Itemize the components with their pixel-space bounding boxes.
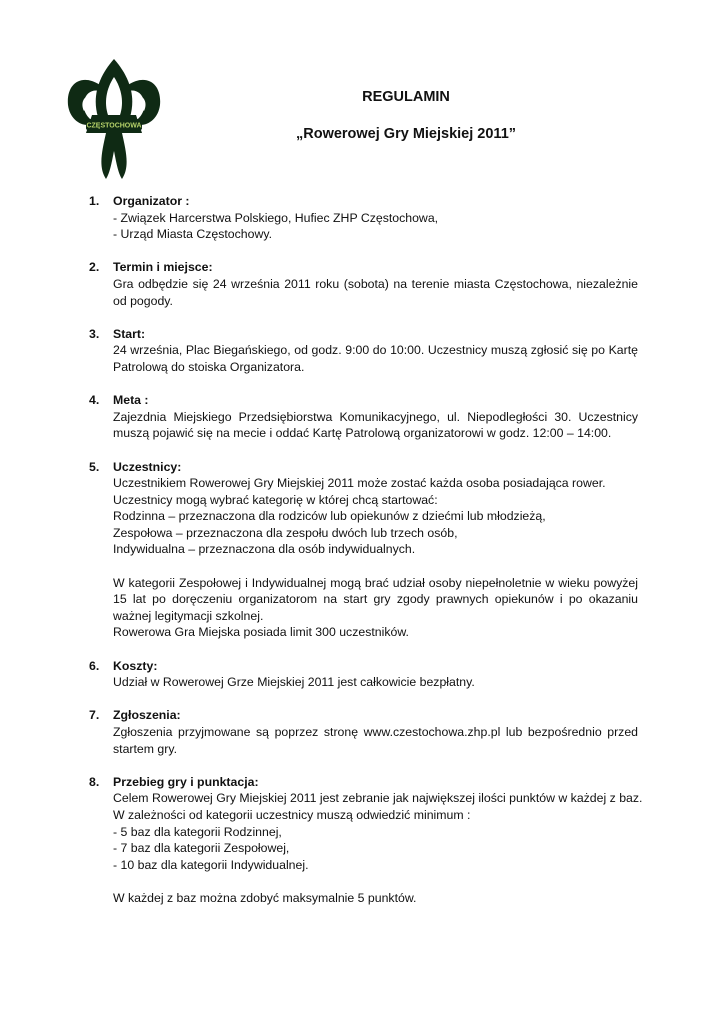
spacer — [113, 558, 638, 575]
scout-lily-logo — [62, 55, 166, 183]
section-costs — [82, 658, 638, 691]
section-line: W zależności od kategorii uczestnicy muszą odwiedzić minimum : — [113, 807, 471, 822]
section-line: - Związek Harcerstwa Polskiego, Hufiec ZHP Częstochowa, — [113, 210, 439, 225]
section-finish — [82, 392, 638, 442]
section-number: 8. — [89, 774, 100, 789]
section-number: 7. — [89, 708, 100, 723]
section-line: Uczestnicy mogą wybrać kategorię w której chcą startować: — [113, 492, 438, 507]
section-line: Celem Rowerowej Gry Miejskiej 2011 jest zebranie jak największej ilości punktów w każdej z baz. — [113, 791, 643, 806]
section-organizer — [82, 193, 638, 243]
section-paragraph: Zajezdnia Miejskiego Przedsiębiorstwa Komunikacyjnego, ul. Niepodległości 30. Uczestnicy muszą pojawić się na mecie i oddać Kartę Patrolową organizatorowi w godz. 12:00 – 14:00. — [113, 409, 638, 441]
section-number: 3. — [89, 326, 100, 341]
document-subtitle: „Rowerowej Gry Miejskiej 2011” — [295, 126, 517, 142]
section-paragraph: Zgłoszenia przyjmowane są poprzez stronę www.czestochowa.zhp.pl lub bezpośrednio przed startem gry. — [113, 725, 638, 756]
section-number: 1. — [89, 194, 100, 208]
section-line: - 7 baz dla kategorii Zespołowej, — [113, 841, 290, 856]
logo-text: CZĘSTOCHOWA — [86, 122, 142, 130]
document-title: REGULAMIN — [362, 89, 450, 105]
section-line: Rowerowa Gra Miejska posiada limit 300 uczestników. — [113, 625, 409, 640]
section-paragraph: Uczestnikiem Rowerowej Gry Miejskiej 2011 może zostać każda osoba posiadająca rower. — [113, 476, 606, 491]
section-number: 2. — [89, 260, 100, 275]
section-number: 6. — [89, 658, 100, 673]
section-date-place — [82, 259, 638, 309]
section-line: - 5 baz dla kategorii Rodzinnej, — [113, 824, 282, 839]
section-line: Udział w Rowerowej Grze Miejskiej 2011 jest całkowicie bezpłatny. — [113, 675, 475, 690]
section-heading: Przebieg gry i punktacja: — [113, 774, 259, 789]
scout-lily-icon — [62, 55, 166, 183]
section-line: - Urząd Miasta Częstochowy. — [113, 227, 272, 242]
section-heading: Termin i miejsce: — [113, 260, 213, 275]
section-registration — [82, 707, 638, 757]
section-heading: Uczestnicy: — [113, 459, 182, 474]
section-line: Zespołowa – przeznaczona dla zespołu dwóch lub trzech osób, — [113, 525, 458, 540]
section-start — [82, 326, 638, 376]
regulations-list — [82, 193, 643, 923]
section-heading: Zgłoszenia: — [113, 708, 181, 723]
section-line: - 10 baz dla kategorii Indywidualnej. — [113, 857, 309, 872]
section-heading: Koszty: — [113, 658, 158, 673]
section-line: Indywidualna – przeznaczona dla osób indywidualnych. — [113, 542, 416, 557]
section-paragraph: Gra odbędzie się 24 września 2011 roku (sobota) na terenie miasta Częstochowa, niezależnie od pogody. — [113, 276, 638, 308]
section-line: Rodzinna – przeznaczona dla rodziców lub opiekunów z dziećmi lub młodzieżą, — [113, 509, 546, 524]
section-paragraph: 24 września, Plac Biegańskiego, od godz. 9:00 do 10:00. Uczestnicy muszą zgłosić się po Kartę Patrolową do stoiska Organizatora. — [113, 343, 638, 374]
section-participants — [82, 459, 638, 642]
section-heading: Start: — [113, 326, 146, 341]
section-game-scoring — [82, 774, 643, 907]
section-paragraph: W kategorii Zespołowej i Indywidualnej mogą brać udział osoby niepełnoletnie w wieku powyżej 15 lat po doręczeniu organizatorom na start gry zgody prawnych opiekunów i po okazaniu ważnej legitymacji szkolnej. — [113, 575, 638, 623]
section-number: 4. — [89, 393, 100, 408]
section-number: 5. — [89, 459, 100, 474]
section-line: W każdej z baz można zdobyć maksymalnie 5 punktów. — [113, 890, 417, 905]
section-heading: Meta : — [113, 393, 149, 408]
section-heading: Organizator : — [113, 194, 190, 208]
spacer — [113, 873, 638, 890]
